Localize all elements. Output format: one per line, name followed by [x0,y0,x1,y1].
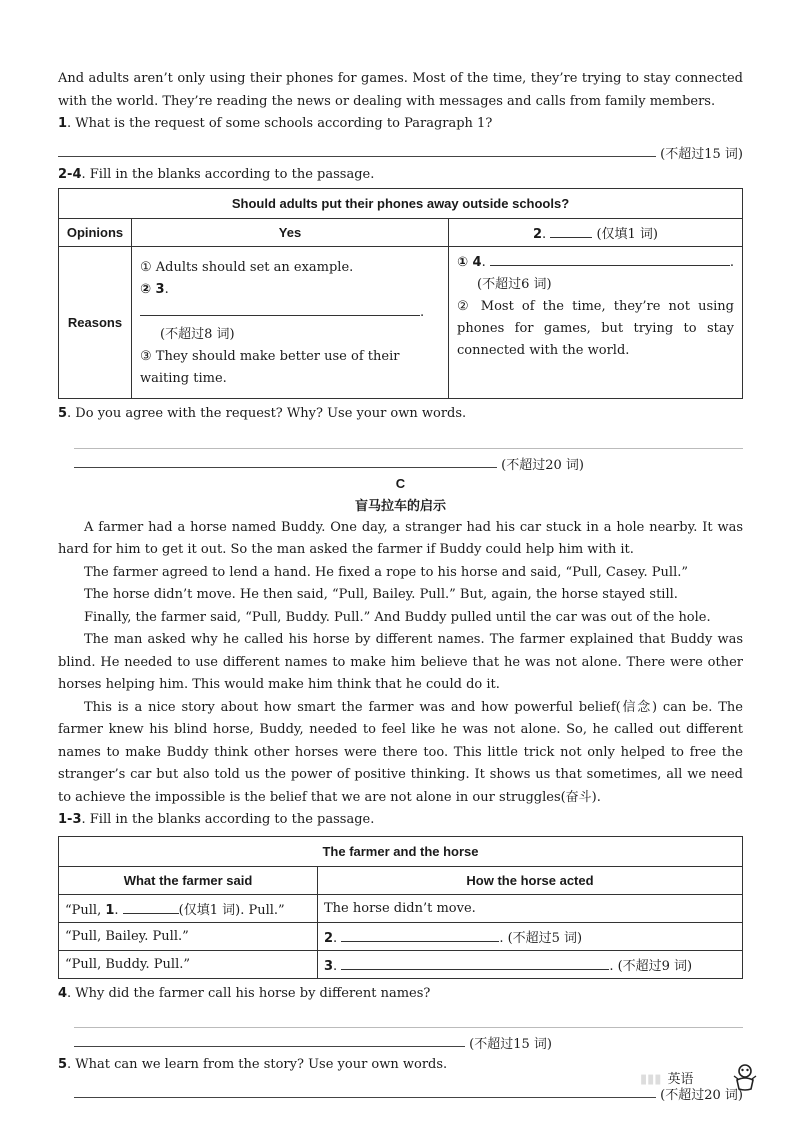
footer-subject: 英语 [667,1072,694,1087]
footer-faint-mark: ▮▮▮ [640,1072,662,1087]
q5c-limit: (不超过20 词) [660,1087,743,1103]
q4c-answer-line-1[interactable] [74,1005,743,1028]
col-yes: Yes [132,219,449,247]
acted-row-3: 3. . (不超过9 词) [318,950,743,978]
no-reason-2: ② Most of the time, they’re not using phones for games, but trying to stay connected with the world. [457,299,734,358]
farmer-horse-table [58,836,743,979]
c2-blank[interactable] [341,927,499,942]
section-title: 盲马拉车的启示 [354,497,446,513]
story-paragraph-2: The farmer agreed to lend a hand. He fixed a rope to his horse and said, “Pull, Casey. Pull.” [84,564,689,580]
no-reason-1: ① 4. . [457,251,734,274]
q5-answer-row [74,449,584,473]
q1-number: 1 [58,116,68,131]
q1-answer-row [58,136,743,162]
opinions-table [58,188,743,399]
mascot-logo-icon [732,1062,758,1092]
q3-blank[interactable] [140,301,420,316]
q4-limit: (不超过6 词) [477,277,552,292]
said-row-1: “Pull, 1. (仅填1 词). Pull.” [59,894,318,922]
q1-answer-line[interactable] [58,156,656,157]
q13-prompt: 1-3. Fill in the blanks according to the passage. [58,812,375,827]
c1-blank[interactable] [123,899,179,914]
said-row-3: “Pull, Buddy. Pull.” [59,950,318,978]
yes-reason-2: ② 3. . [140,282,425,320]
yes-reasons [132,247,449,399]
col-said: What the farmer said [59,866,318,894]
story-paragraph-3: The horse didn’t move. He then said, “Pull, Bailey. Pull.” But, again, the horse stayed still. [84,587,678,602]
q4c-limit: (不超过15 词) [469,1037,552,1052]
q4c-prompt: 4. Why did the farmer call his horse by different names? [58,985,431,1001]
col-no: 2. (仅填1 词) [449,219,743,247]
story-paragraph-6: This is a nice story about how smart the farmer was and how powerful belief(信念) can be. The farmer knew his blind horse, Buddy, needed to feel like he was not alone. So, he called out different names to make Buddy think other horses were there too. This little trick not only helped to free the stranger’s car but also told us the power of positive thinking. It shows us that sometimes, all we need to achieve the impossible is the belief that we are not alone in our struggles(奋斗). [58,699,743,805]
q1-limit: (不超过15 词) [660,146,743,162]
q1-prompt: 1. What is the request of some schools according to Paragraph 1? [58,116,493,131]
story-paragraph-1: A farmer had a horse named Buddy. One day, a stranger had his car stuck in a hole nearby. It was hard for him to get it out. So the man asked the farmer if Buddy could help him with it. [58,519,743,557]
q24-prompt: 2-4. Fill in the blanks according to the passage. [58,166,375,182]
table2-title: The farmer and the horse [59,836,743,866]
said-row-2: “Pull, Bailey. Pull.” [59,922,318,950]
q24-number: 2-4 [58,166,82,182]
q5-number: 5 [58,406,68,421]
q4c-answer-row [74,1028,552,1052]
col-opinions: Opinions [59,219,132,247]
section-letter: C [395,475,406,491]
story-paragraph-5: The man asked why he called his horse by different names. The farmer explained that Buddy was blind. He needed to use different names to make him believe that he was not alone. There were other horses helping him. This would make him think that he could do it. [58,632,743,692]
intro-paragraph: And adults aren’t only using their phones for games. Most of the time, they’re trying to stay connected with the world. They’re reading the news or dealing with messages and calls from family members. [58,71,743,109]
q5-limit: (不超过20 词) [501,457,584,473]
q3-limit: (不超过8 词) [160,327,235,342]
story-paragraph-4: Finally, the farmer said, “Pull, Buddy. Pull.” And Buddy pulled until the car was out of the hole. [84,609,711,625]
page-footer [640,1068,693,1087]
q5-prompt: 5. Do you agree with the request? Why? Use your own words. [58,406,467,421]
yes-reason-3: ③ They should make better use of their waiting time. [140,349,400,386]
q4-blank[interactable] [490,251,730,266]
q5c-number: 5 [58,1057,68,1072]
acted-row-2: 2. . (不超过5 词) [318,922,743,950]
q5-answer-line-2[interactable] [74,467,497,468]
yes-reason-1: ① Adults should set an example. [140,260,354,275]
q5c-answer-line[interactable] [74,1097,656,1098]
table1-title: Should adults put their phones away outside schools? [59,189,743,219]
q5-answer-line-1[interactable] [74,426,743,449]
q2-blank[interactable] [550,223,592,238]
acted-row-1: The horse didn’t move. [318,894,743,922]
c3-blank[interactable] [341,955,609,970]
q4c-answer-line-2[interactable] [74,1046,465,1047]
col-acted: How the horse acted [318,866,743,894]
q4c-number: 4 [58,985,68,1001]
q13-number: 1-3 [58,812,82,827]
row-reasons: Reasons [59,247,132,399]
no-reasons [449,247,743,399]
q5c-prompt: 5. What can we learn from the story? Use your own words. [58,1057,448,1072]
